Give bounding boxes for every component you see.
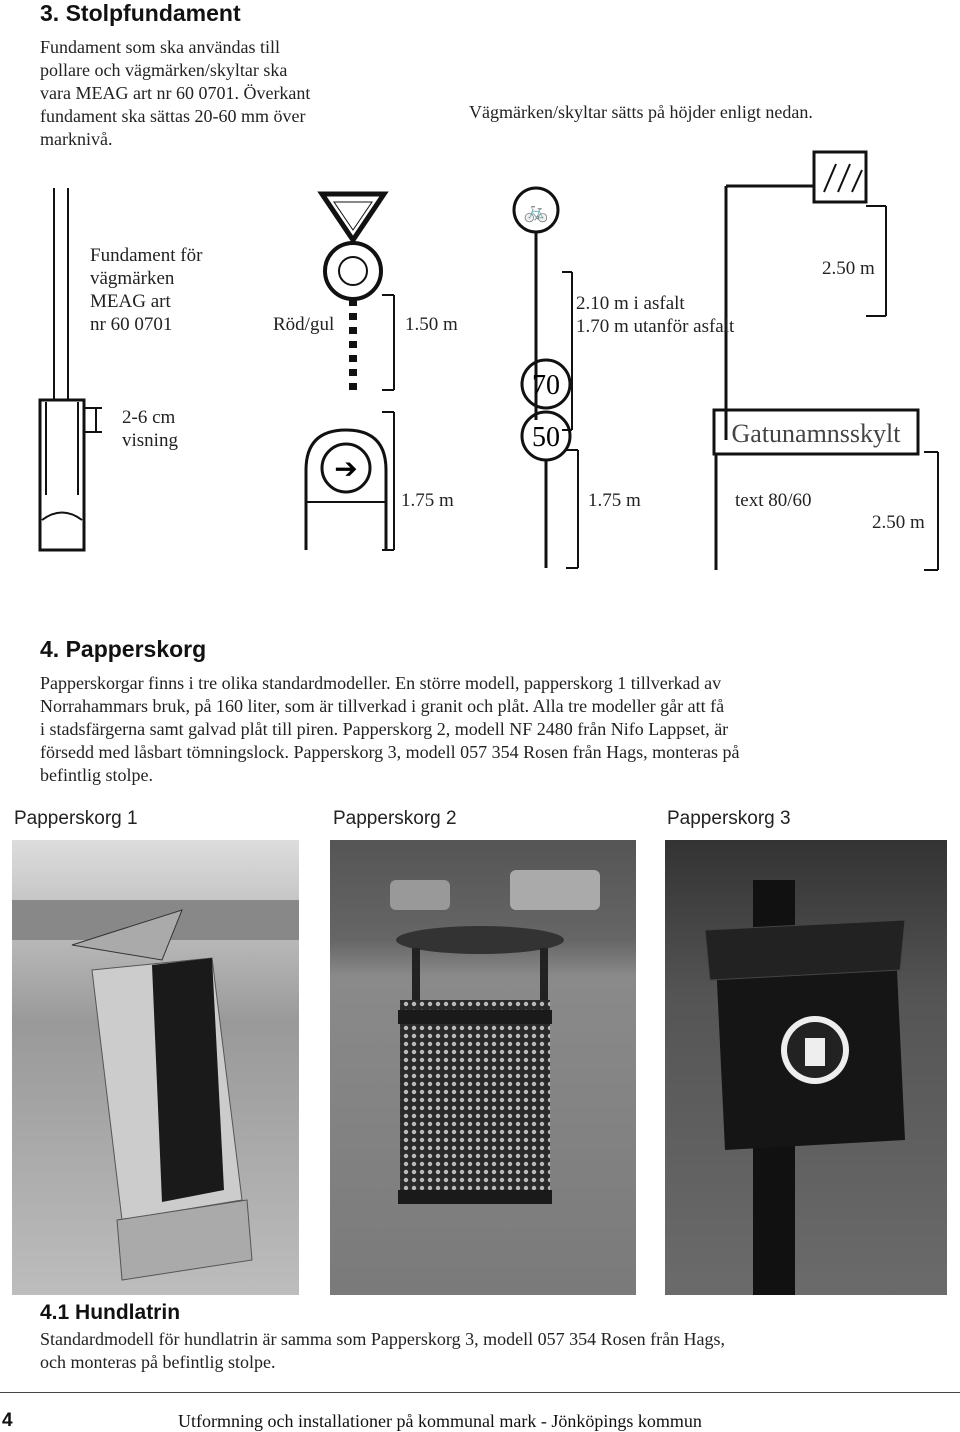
footer-rule — [0, 1392, 960, 1393]
bicycle-icon: 🚲 — [523, 201, 549, 223]
speed-50-text: 50 — [532, 422, 560, 453]
height-170-label: 1.70 m utanför asfalt — [576, 316, 735, 337]
foundation-label — [90, 244, 202, 336]
intro-line: vara MEAG art nr 60 0701. Överkant — [40, 83, 311, 103]
photo-papperskorg-2 — [330, 840, 636, 1295]
foundation-label-line: vägmärken — [90, 268, 175, 289]
arrow-right-icon: ➔ — [334, 454, 358, 485]
section-4-title: 4. Papperskorg — [40, 636, 207, 662]
height-250-top-label: 2.50 m — [822, 258, 875, 279]
photo-papperskorg-3 — [665, 840, 947, 1295]
height-175b-label: 1.75 m — [588, 490, 641, 511]
body-line: befintlig stolpe. — [40, 765, 153, 785]
intro-line: Fundament som ska användas till — [40, 37, 280, 57]
caption-papperskorg-2: Papperskorg 2 — [333, 808, 457, 829]
body-line: i stadsfärgerna samt galvad plåt till piren. Papperskorg 2, modell NF 2480 från Nifo Lappset, är — [40, 719, 729, 739]
sign-heights-diagram — [0, 150, 960, 580]
foundation-label-line: Fundament för — [90, 245, 203, 266]
text-8060-label: text 80/60 — [735, 490, 812, 511]
rod-gul-label: Röd/gul — [273, 314, 335, 335]
height-175a-label: 1.75 m — [401, 490, 454, 511]
intro-line: fundament ska sättas 20-60 mm över — [40, 106, 306, 126]
crossing-sign-drawing — [726, 152, 886, 440]
intro-line: marknivå. — [40, 129, 113, 149]
visning-label — [122, 406, 178, 452]
footer-text: Utformning och installationer på kommunal mark - Jönköpings kommun — [178, 1411, 702, 1431]
intro-line: pollare och vägmärken/skyltar ska — [40, 60, 288, 80]
heights-note: Vägmärken/skyltar sätts på höjder enligt nedan. — [469, 102, 813, 122]
foundation-drawing — [40, 188, 102, 550]
section-3-intro — [40, 36, 370, 151]
section-3-title: 3. Stolpfundament — [40, 0, 241, 26]
height-150-label: 1.50 m — [405, 314, 458, 335]
section-4-body — [40, 672, 920, 787]
body-line: Norrahammars bruk, på 160 liter, som är tillverkad i granit och plåt. Alla tre modeller går att få — [40, 696, 725, 716]
page-number: 4 — [2, 1410, 13, 1431]
visning-label-line: visning — [122, 430, 178, 451]
speed-70-text: 70 — [532, 370, 560, 401]
yield-sign-drawing — [322, 194, 394, 390]
height-210-label: 2.10 m i asfalt — [576, 293, 685, 314]
foundation-label-line: nr 60 0701 — [90, 314, 173, 335]
section-41-body — [40, 1328, 920, 1374]
body-line: Standardmodell för hundlatrin är samma som Papperskorg 3, modell 057 354 Rosen från Hags, — [40, 1329, 726, 1349]
foundation-label-line: MEAG art — [90, 291, 171, 312]
section-41-title: 4.1 Hundlatrin — [40, 1301, 181, 1324]
body-line: försedd med låsbart tömningslock. Papperskorg 3, modell 057 354 Rosen från Hags, monteras på — [40, 742, 740, 762]
body-line: Papperskorgar finns i tre olika standardmodeller. En större modell, papperskorg 1 tillverkad av — [40, 673, 722, 693]
caption-papperskorg-3: Papperskorg 3 — [667, 808, 791, 829]
height-250-bottom-label: 2.50 m — [872, 512, 925, 533]
street-sign-text: Gatunamnsskylt — [731, 419, 901, 448]
photo-papperskorg-1 — [12, 840, 299, 1295]
visning-label-line: 2-6 cm — [122, 407, 176, 428]
caption-papperskorg-1: Papperskorg 1 — [14, 808, 138, 829]
body-line: och monteras på befintlig stolpe. — [40, 1352, 276, 1372]
